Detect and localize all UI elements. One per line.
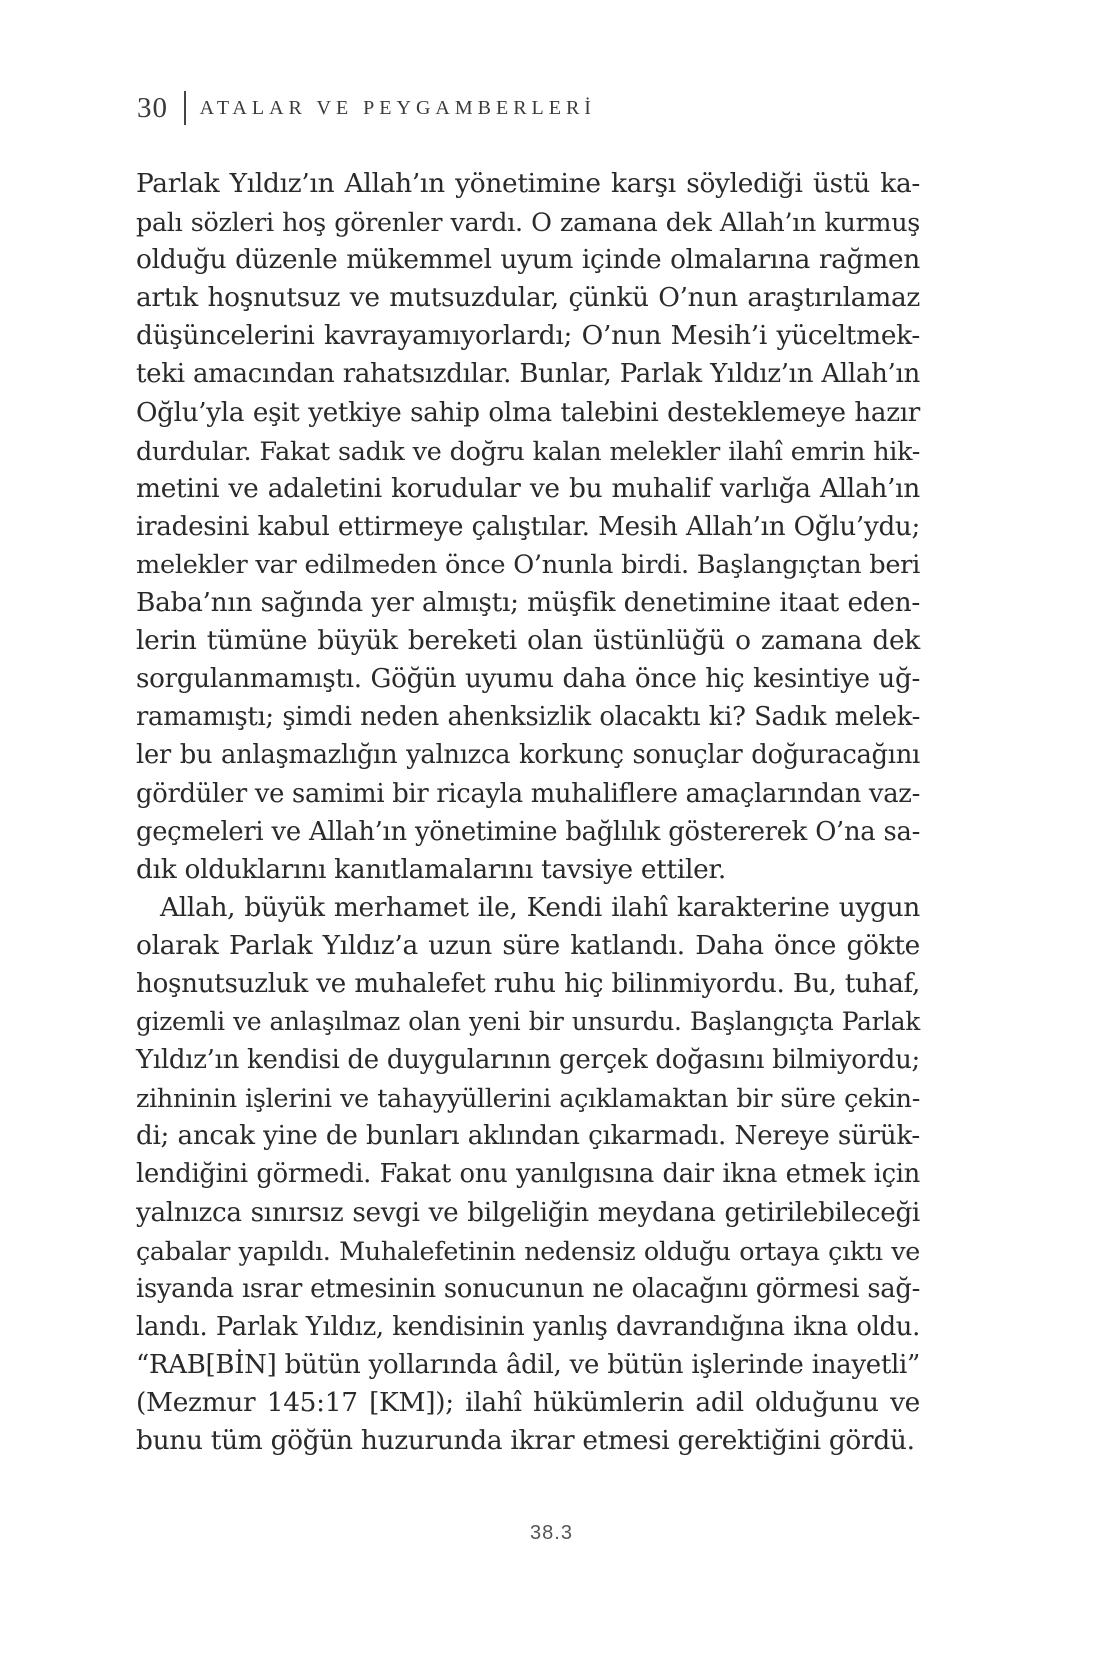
paragraph <box>136 889 920 1460</box>
text-line: di; ancak yine de bunları aklından çıkarmadı. Nereye sürük- <box>136 1121 920 1152</box>
text-line: olarak Parlak Yıldız’a uzun süre katlandı. Daha önce gökte <box>136 929 920 961</box>
text-line: iradesini kabul ettirmeye çalıştılar. Mesih Allah’ın Oğlu’ydu; <box>136 511 920 542</box>
text-line: Baba’nın sağında yer almıştı; müşfik denetimine itaat eden- <box>136 587 920 619</box>
text-line: landı. Parlak Yıldız, kendisinin yanlış davrandığına ikna oldu. <box>136 1311 920 1342</box>
text-line: (Mezmur 145:17 [KM]); ilahî hükümlerin adil olduğunu ve <box>136 1387 920 1418</box>
page-reference: 38.3 <box>530 1522 573 1544</box>
text-line: Yıldız’ın kendisi de duygularının gerçek doğasını bilmiyordu; <box>136 1045 920 1076</box>
text-line: lerin tümüne büyük bereketi olan üstünlüğü o zamana dek <box>136 625 920 657</box>
text-line: gördüler ve samimi bir ricayla muhaliflere amaçlarından vaz- <box>136 778 920 809</box>
text-line: lendiğini görmedi. Fakat onu yanılgısına dair ikna etmek için <box>136 1159 920 1190</box>
running-title: ATALAR VE PEYGAMBERLERİ <box>199 96 596 119</box>
text-line: teki amacından rahatsızdılar. Bunlar, Parlak Yıldız’ın Allah’ın <box>136 359 920 390</box>
text-line: palı sözleri hoş görenler vardı. O zamana dek Allah’ın kurmuş <box>136 207 920 238</box>
text-line: bunu tüm göğün huzurunda ikrar etmesi gerektiğini gördü. <box>136 1425 915 1457</box>
text-line: durdular. Fakat sadık ve doğru kalan melekler ilahî emrin hik- <box>136 435 920 466</box>
text-line: zihninin işlerini ve tahayyüllerini açıklamaktan bir süre çekin- <box>136 1083 920 1114</box>
text-line: melekler var edilmeden önce O’nunla birdi. Başlangıçtan beri <box>136 549 920 580</box>
header-divider <box>184 91 186 125</box>
text-line: metini ve adaletini korudular ve bu muhalif varlığa Allah’ın <box>136 472 920 504</box>
text-line: olduğu düzenle mükemmel uyum içinde olmalarına rağmen <box>136 244 920 276</box>
text-line: ramamıştı; şimdi neden ahenksizlik olacaktı ki? Sadık melek- <box>136 702 920 733</box>
text-line: yalnızca sınırsız sevgi ve bilgeliğin meydana getirilebileceği <box>136 1197 920 1228</box>
page-header <box>137 88 596 128</box>
paragraph <box>136 165 920 889</box>
page-number: 30 <box>137 91 168 124</box>
text-line: dık olduklarını kanıtlamalarını tavsiye ettiler. <box>136 853 726 885</box>
text-line: geçmeleri ve Allah’ın yönetimine bağlılık göstererek O’na sa- <box>136 816 920 847</box>
text-line: Oğlu’yla eşit yetkiye sahip olma talebini desteklemeye hazır <box>136 397 920 428</box>
text-line: çabalar yapıldı. Muhalefetinin nedensiz olduğu ortaya çıktı ve <box>136 1235 920 1266</box>
text-line: sorgulanmamıştı. Göğün uyumu daha önce hiç kesintiye uğ- <box>136 664 920 695</box>
text-line: hoşnutsuzluk ve muhalefet ruhu hiç bilinmiyordu. Bu, tuhaf, <box>136 968 920 999</box>
text-line: gizemli ve anlaşılmaz olan yeni bir unsurdu. Başlangıçta Parlak <box>136 1007 920 1037</box>
text-line: ler bu anlaşmazlığın yalnızca korkunç sonuçlar doğuracağını <box>136 740 920 771</box>
text-line: artık hoşnutsuz ve mutsuzdular, çünkü O’nun araştırılamaz <box>136 282 920 314</box>
text-line: düşüncelerini kavrayamıyorlardı; O’nun Mesih’i yüceltmek- <box>136 320 920 352</box>
text-line: Allah, büyük merhamet ile, Kendi ilahî karakterine uygun <box>160 891 920 923</box>
text-line: isyanda ısrar etmesinin sonucunun ne olacağını görmesi sağ- <box>136 1273 920 1304</box>
body-text <box>136 165 920 1460</box>
text-line: Parlak Yıldız’ın Allah’ın yönetimine karşı söylediği üstü ka- <box>136 168 920 199</box>
text-line: “RAB[BİN] bütün yollarında âdil, ve bütün işlerinde inayetli” <box>136 1349 920 1380</box>
